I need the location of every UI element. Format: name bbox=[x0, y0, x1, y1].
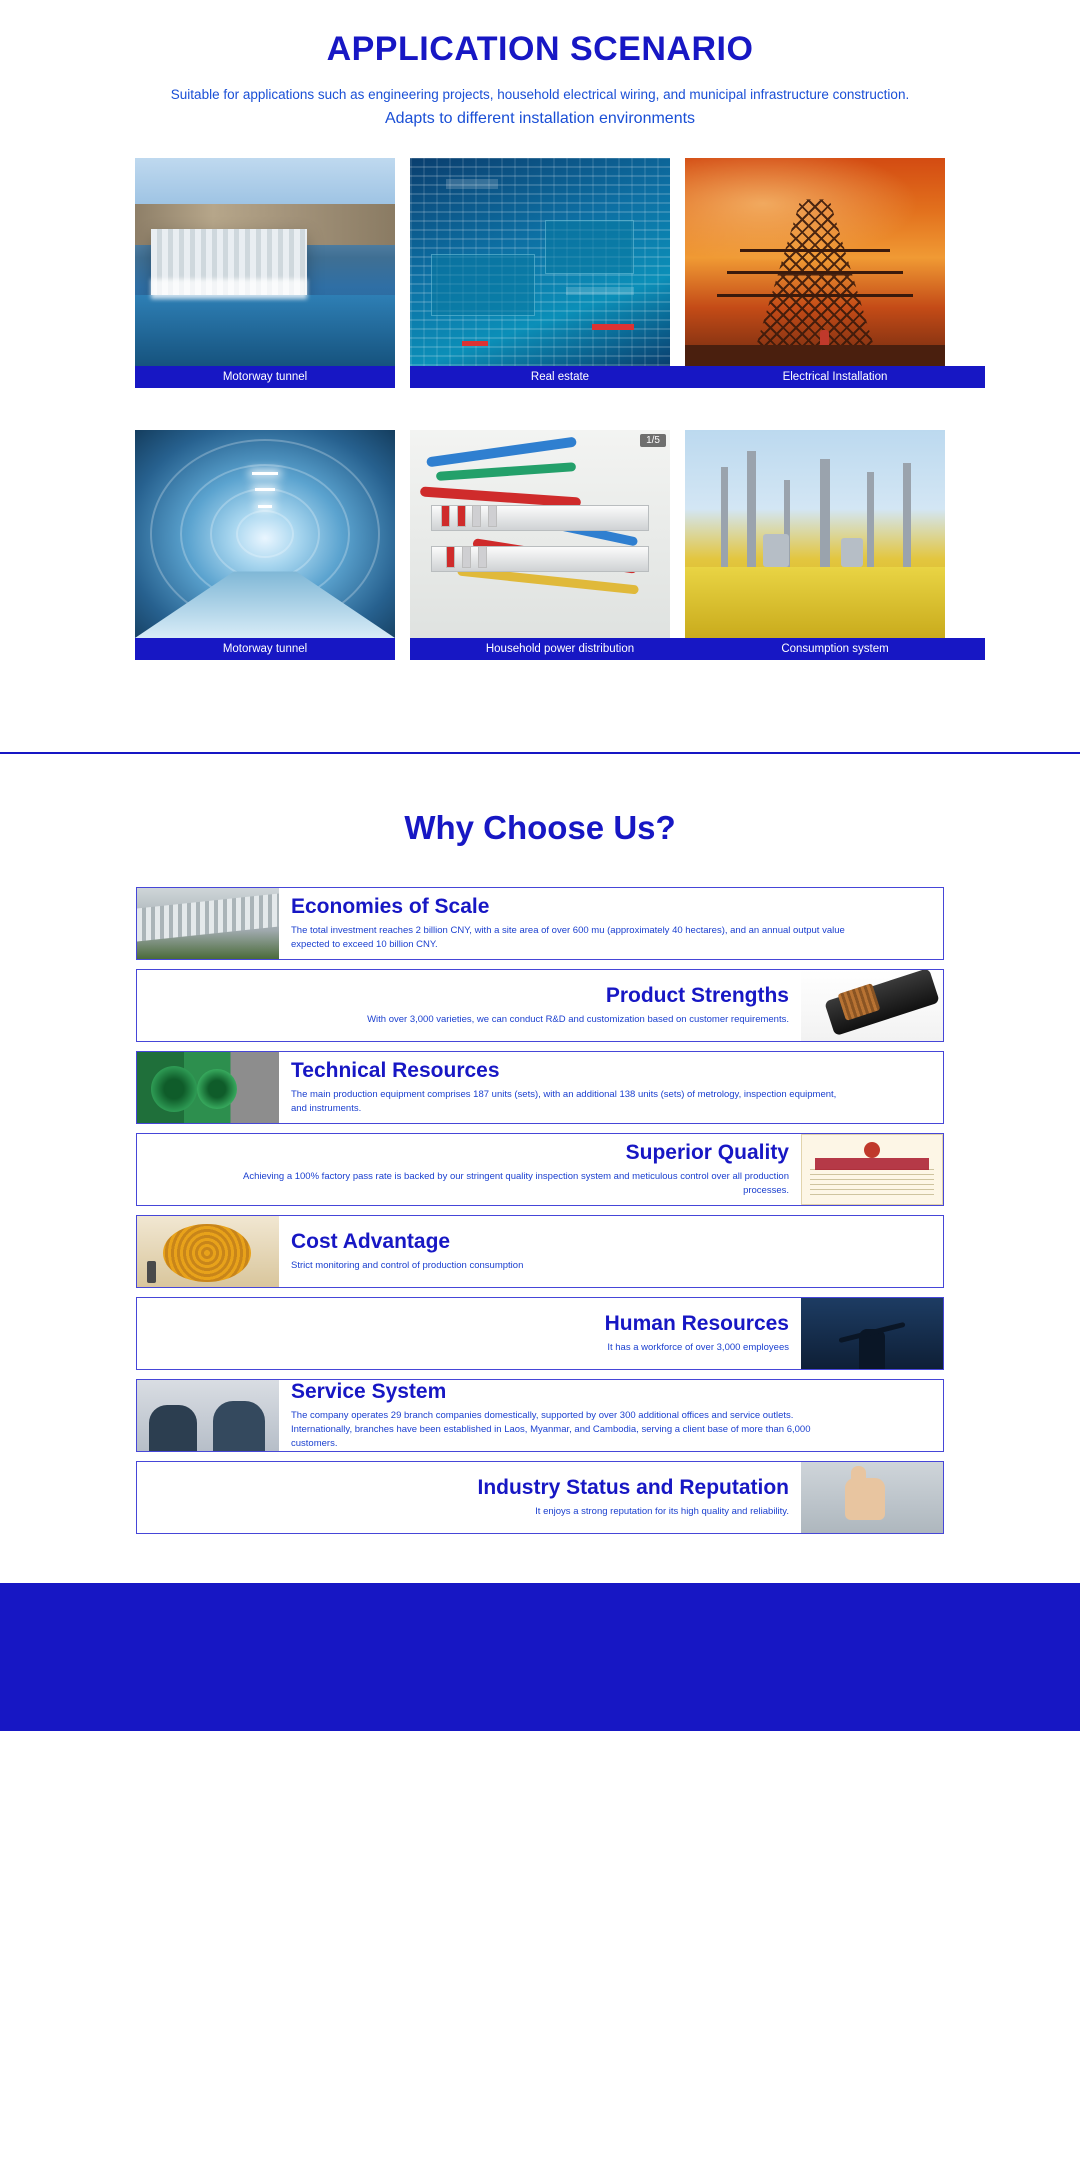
why-item-row[interactable] bbox=[136, 1215, 944, 1288]
why-choose-us-section bbox=[0, 754, 1080, 1583]
scenario-card[interactable] bbox=[135, 430, 395, 660]
business-license-certificate-photo bbox=[801, 1134, 943, 1205]
why-item-row[interactable] bbox=[136, 1133, 944, 1206]
scenario-card[interactable] bbox=[410, 430, 670, 660]
scenario-title: APPLICATION SCENARIO bbox=[326, 30, 754, 68]
scenario-card-caption: Consumption system bbox=[685, 638, 985, 660]
celebrating-person-photo bbox=[801, 1298, 943, 1369]
cable-spools-factory-photo bbox=[137, 1052, 279, 1123]
customer-service-staff-photo bbox=[137, 1380, 279, 1451]
why-item-heading: Human Resources bbox=[604, 1312, 789, 1336]
why-item-body: With over 3,000 varieties, we can conduct R&D and customization based on customer requirements. bbox=[367, 1014, 789, 1026]
why-item-body: Strict monitoring and control of production consumption bbox=[291, 1260, 524, 1272]
why-item-row[interactable] bbox=[136, 887, 944, 960]
scenario-card[interactable] bbox=[685, 158, 945, 388]
why-item-heading: Industry Status and Reputation bbox=[477, 1476, 789, 1500]
dam-spillway-photo bbox=[135, 158, 395, 366]
why-item-body: The main production equipment comprises 187 units (sets), with an additional 138 units (sets) of metrology, inspection equipment, and instruments. bbox=[291, 1089, 837, 1115]
scenario-card-caption: Motorway tunnel bbox=[135, 366, 395, 388]
scenario-card-caption: Electrical Installation bbox=[685, 366, 985, 388]
oil-refinery-photo bbox=[685, 430, 945, 638]
why-item-heading: Superior Quality bbox=[625, 1141, 789, 1165]
transmission-pylon-sunset-photo bbox=[685, 158, 945, 366]
glass-office-building-photo bbox=[410, 158, 670, 366]
why-item-row[interactable] bbox=[136, 1461, 944, 1534]
why-item-row[interactable] bbox=[136, 1297, 944, 1370]
scenario-card[interactable] bbox=[410, 158, 670, 388]
copper-wire-coil-photo bbox=[137, 1216, 279, 1287]
image-pager-badge: 1/5 bbox=[640, 434, 666, 447]
scenario-card[interactable] bbox=[685, 430, 945, 660]
why-choose-us-title: Why Choose Us? bbox=[404, 809, 676, 846]
scenario-card-grid bbox=[135, 158, 945, 702]
scenario-card-caption: Real estate bbox=[410, 366, 710, 388]
why-item-heading: Cost Advantage bbox=[291, 1230, 451, 1254]
why-item-body: The total investment reaches 2 billion CNY, with a site area of over 600 mu (approximately 40 hectares), and an annual output value expected to exceed 10 billion CNY. bbox=[291, 925, 845, 951]
scenario-card-caption: Household power distribution bbox=[410, 638, 710, 660]
why-item-body: The company operates 29 branch companies domestically, supported by over 300 additional offices and service outlets. Internationally, branches have been established in Laos, Myanmar, and Cambodia, serving a client base of more than 6,000 customers. bbox=[291, 1410, 811, 1449]
scenario-subtitle-secondary: Adapts to different installation environments bbox=[384, 110, 696, 127]
why-item-body: Achieving a 100% factory pass rate is backed by our stringent quality inspection system and meticulous control over all production processes. bbox=[242, 1171, 789, 1197]
why-item-row[interactable] bbox=[136, 969, 944, 1042]
scenario-subtitle-primary: Suitable for applications such as engineering projects, household electrical wiring, and municipal infrastructure construction. bbox=[170, 87, 910, 102]
footer-blue-band bbox=[0, 1583, 1080, 1731]
scenario-card-caption: Motorway tunnel bbox=[135, 638, 395, 660]
why-item-body: It enjoys a strong reputation for its high quality and reliability. bbox=[535, 1506, 789, 1518]
why-item-heading: Service System bbox=[291, 1380, 447, 1404]
why-choose-us-list bbox=[136, 887, 944, 1534]
why-item-body: It has a workforce of over 3,000 employees bbox=[607, 1342, 789, 1354]
application-scenario-section bbox=[0, 0, 1080, 742]
scenario-card[interactable] bbox=[135, 158, 395, 388]
why-item-row[interactable] bbox=[136, 1051, 944, 1124]
why-item-row[interactable] bbox=[136, 1379, 944, 1452]
thumbs-up-photo bbox=[801, 1462, 943, 1533]
cable-cross-section-photo bbox=[801, 970, 943, 1041]
din-rail-terminal-wiring-photo bbox=[410, 430, 670, 638]
factory-pipes-photo bbox=[137, 888, 279, 959]
why-item-heading: Economies of Scale bbox=[291, 895, 490, 919]
lit-road-tunnel-photo bbox=[135, 430, 395, 638]
why-item-heading: Technical Resources bbox=[291, 1059, 500, 1083]
why-item-heading: Product Strengths bbox=[605, 984, 789, 1008]
